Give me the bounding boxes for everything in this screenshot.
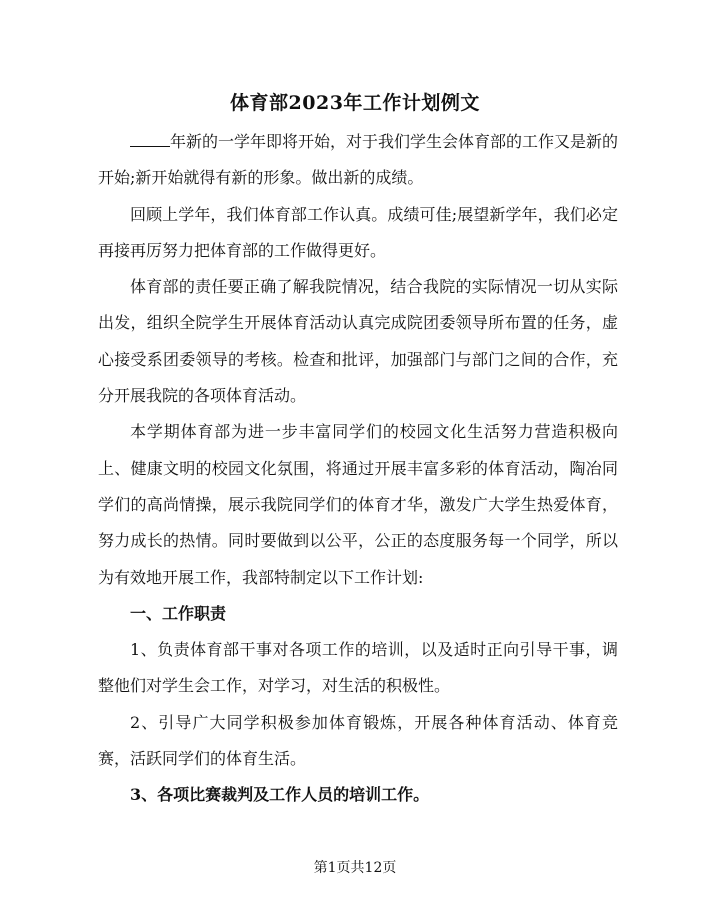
subheading: 3、各项比赛裁判及工作人员的培训工作。 — [130, 785, 430, 805]
fill-in-blank — [130, 132, 170, 147]
page-number-footer: 第1页共12页 — [313, 860, 397, 876]
paragraph-intro-text: 年新的一学年即将开始，对于我们学生会体育部的工作又是新的开始;新开始就得有新的形象。做出新的成绩。 — [98, 132, 619, 188]
document-title: 体育部2023年工作计划例文 — [230, 92, 480, 114]
document-body — [98, 124, 618, 814]
paragraph-responsibility: 体育部的责任要正确了解我院情况，结合我院的实际情况一切从实际出发，组织全院学生开展体育活动认真完成院团委领导所布置的任务，虚心接受系团委领导的考核。检查和批评，加强部门与部门之间的合作，充分开展我院的各项体育活动。 — [98, 277, 618, 406]
list-item-1: 1、负责体育部干事对各项工作的培训，以及适时正向引导干事，调整他们对学生会工作，对学习，对生活的积极性。 — [98, 640, 618, 696]
paragraph-plan: 本学期体育部为进一步丰富同学们的校园文化生活努力营造积极向上、健康文明的校园文化氛围，将通过开展丰富多彩的体育活动，陶冶同学们的高尚情操，展示我院同学们的体育才华，激发广大学生热爱体育，努力成长的热情。同时要做到以公平，公正的态度服务每一个同学，所以为有效地开展工作，我部特制定以下工作计划: — [98, 422, 618, 587]
list-item-2: 2、引导广大同学积极参加体育锻炼，开展各种体育活动、体育竞赛，活跃同学们的体育生活。 — [98, 712, 618, 769]
section-heading: 一、工作职责 — [130, 603, 227, 623]
paragraph-review: 回顾上学年，我们体育部工作认真。成绩可佳;展望新学年，我们必定再接再厉努力把体育部的工作做得更好。 — [98, 204, 618, 260]
paragraph-intro — [98, 124, 618, 197]
